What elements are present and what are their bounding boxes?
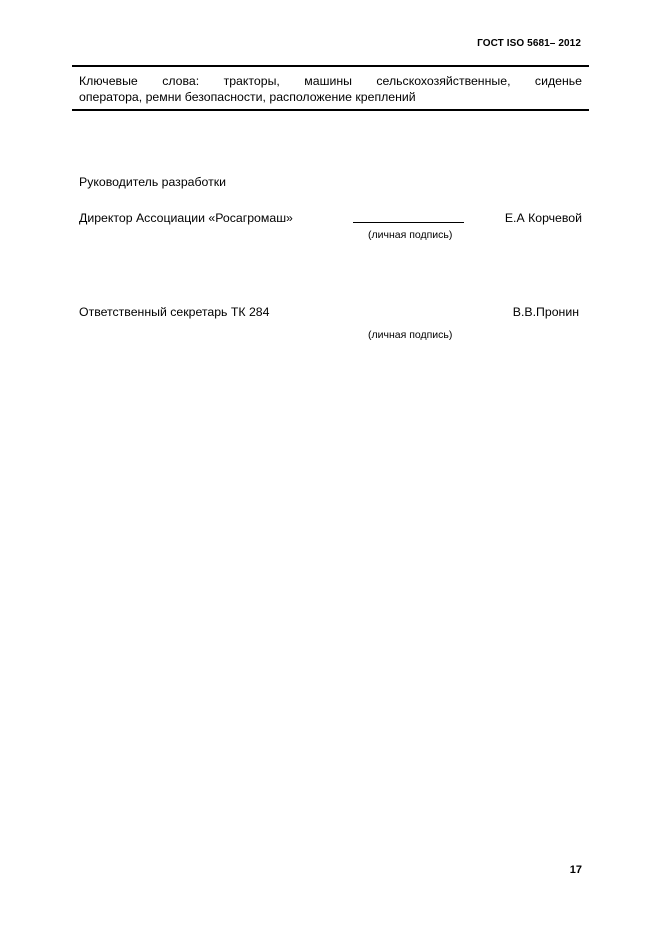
director-name: Е.А Корчевой (504, 211, 582, 225)
director-signature-line (353, 222, 464, 223)
keywords-line-1: Ключевые слова: тракторы, машины сельскохозяйственные, сиденье (79, 74, 582, 88)
development-lead-title: Руководитель разработки (79, 175, 226, 189)
secretary-position: Ответственный секретарь ТК 284 (79, 305, 270, 319)
director-position: Директор Ассоциации «Росагромаш» (79, 211, 293, 225)
bottom-divider (72, 109, 589, 111)
document-code: ГОСТ ISO 5681– 2012 (477, 38, 581, 49)
top-divider (72, 65, 589, 67)
secretary-signature-caption: (личная подпись) (368, 329, 453, 341)
page-number: 17 (569, 864, 582, 876)
secretary-name: В.В.Пронин (512, 305, 579, 319)
keywords-line-2: оператора, ремни безопасности, расположение креплений (79, 90, 416, 104)
keywords-block (79, 73, 582, 105)
director-signature-caption: (личная подпись) (368, 229, 453, 241)
